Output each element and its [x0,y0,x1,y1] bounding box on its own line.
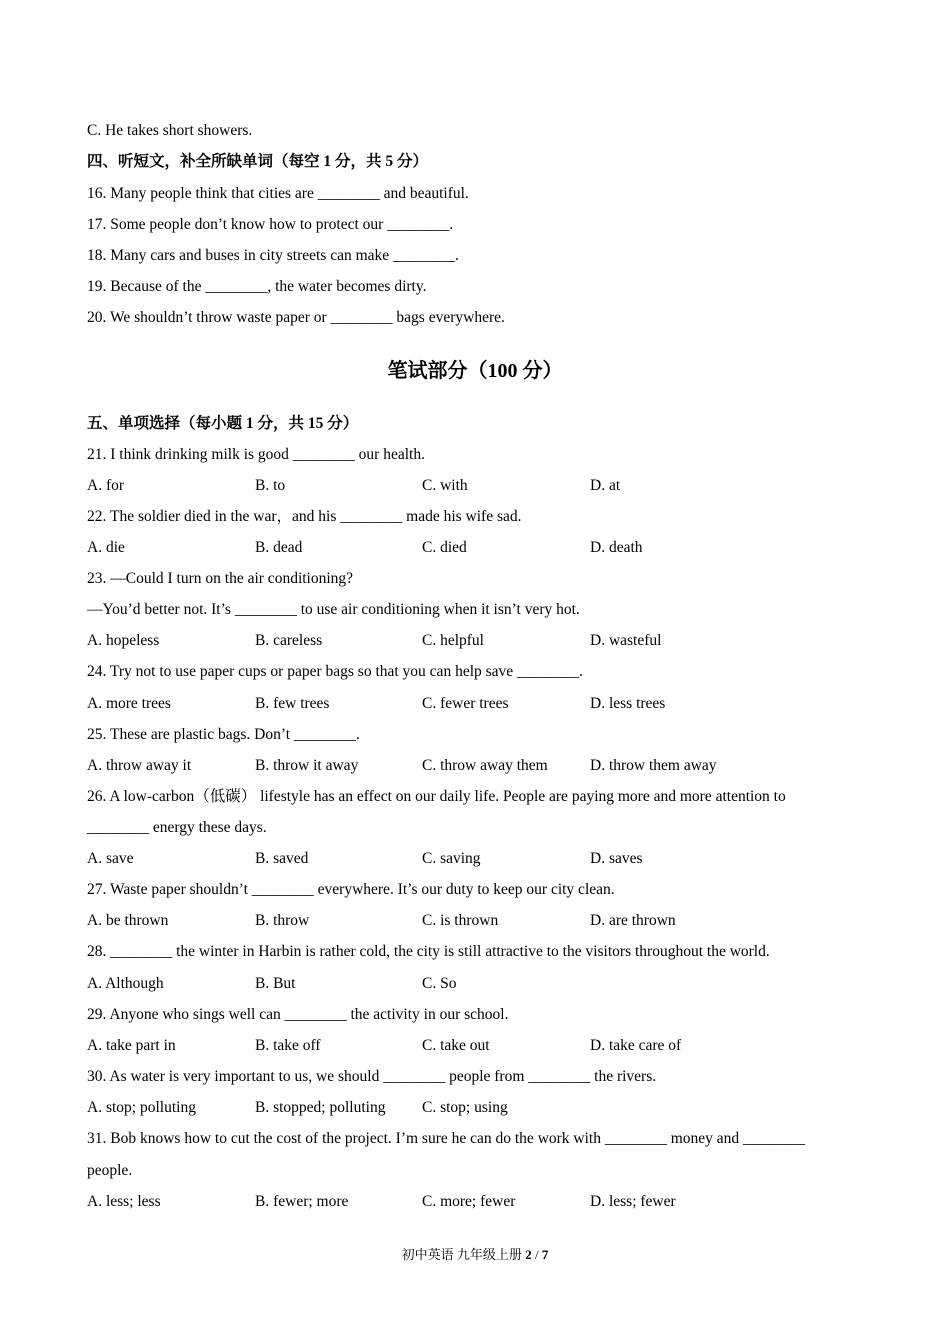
option-a: A. throw away it [87,757,192,774]
question-26-options [87,849,887,869]
option-b: B. dead [255,539,303,556]
option-a: A. stop; polluting [87,1099,196,1116]
footer-page-number: 2 [525,1247,532,1262]
option-d: D. take care of [590,1037,682,1054]
question-23-stem: 23. —Could I turn on the air conditioning? [87,570,354,587]
question-26-stem-line-2: ________ energy these days. [87,819,267,836]
footer-total-pages: 7 [541,1247,549,1262]
option-d: D. throw them away [590,757,717,774]
option-d: D. saves [590,850,643,867]
question-24-options [87,694,887,714]
option-c: C. stop; using [422,1099,508,1116]
question-30-stem: 30. As water is very important to us, we should ________ people from ________ the rivers. [87,1068,657,1085]
written-part-title: 笔试部分（100 分） [387,360,563,382]
question-17: 17. Some people don’t know how to protect our ________. [87,216,454,233]
option-c: C. saving [422,850,481,867]
question-18: 18. Many cars and buses in city streets can make ________. [87,247,459,264]
option-d: D. less trees [590,695,666,712]
question-24-stem: 24. Try not to use paper cups or paper bags so that you can help save ________. [87,663,583,680]
question-26-stem: 26. A low-carbon（低碳） lifestyle has an effect on our daily life. People are paying more and more attention to [87,788,786,805]
question-23-stem-line-2: —You’d better not. It’s ________ to use air conditioning when it isn’t very hot. [87,601,580,618]
question-22-stem: 22. The soldier died in the war，and his ________ made his wife sad. [87,508,522,525]
question-23-options [87,631,887,651]
question-27-stem: 27. Waste paper shouldn’t ________ everywhere. It’s our duty to keep our city clean. [87,881,615,898]
footer-label: 初中英语 九年级上册 [401,1247,522,1262]
section-4-heading: 四、听短文，补全所缺单词（每空 1 分，共 5 分） [87,153,429,170]
option-b: B. few trees [255,695,330,712]
option-a: A. less; less [87,1193,161,1210]
option-d: D. less; fewer [590,1193,676,1210]
question-19: 19. Because of the ________, the water becomes dirty. [87,278,427,295]
option-b: B. fewer; more [255,1193,349,1210]
option-a: A. take part in [87,1037,176,1054]
option-d: D. are thrown [590,912,676,929]
option-d: D. wasteful [590,632,662,649]
option-b: B. But [255,975,296,992]
option-d: D. death [590,539,643,556]
question-28-stem: 28. ________ the winter in Harbin is rather cold, the city is still attractive to the visitors throughout the world. [87,943,770,960]
question-31-options [87,1192,887,1212]
question-25-stem: 25. These are plastic bags. Don’t ________. [87,726,360,743]
section-5-heading: 五、单项选择（每小题 1 分，共 15 分） [87,415,359,432]
option-a: A. die [87,539,125,556]
option-a: A. for [87,477,125,494]
question-25-options [87,756,887,776]
question-20: 20. We shouldn’t throw waste paper or ________ bags everywhere. [87,309,505,326]
question-28-options [87,974,887,994]
question-31-stem-line-2: people. [87,1162,133,1179]
question-30-options [87,1098,887,1118]
option-a: A. hopeless [87,632,160,649]
option-d: D. at [590,477,621,494]
option-c: C. So [422,975,457,992]
option-c: C. with [422,477,468,494]
question-21-options [87,476,887,496]
option-a: A. Although [87,975,164,992]
option-c: C. is thrown [422,912,499,929]
option-b: B. stopped; polluting [255,1099,386,1116]
option-b: B. throw [255,912,310,929]
prev-question-option-c: C. He takes short showers. [87,122,253,139]
option-c: C. fewer trees [422,695,509,712]
option-b: B. saved [255,850,309,867]
question-29-stem: 29. Anyone who sings well can ________ the activity in our school. [87,1006,509,1023]
option-c: C. take out [422,1037,490,1054]
option-b: B. throw it away [255,757,359,774]
question-16: 16. Many people think that cities are ________ and beautiful. [87,185,469,202]
question-31-stem: 31. Bob knows how to cut the cost of the project. I’m sure he can do the work with ________ money and ________ [87,1130,806,1147]
page-footer [0,1246,950,1264]
option-b: B. take off [255,1037,321,1054]
footer-separator: / [534,1247,539,1262]
question-21-stem: 21. I think drinking milk is good ________ our health. [87,446,425,463]
option-c: C. throw away them [422,757,548,774]
question-27-options [87,911,887,931]
question-29-options [87,1036,887,1056]
option-a: A. save [87,850,134,867]
option-c: C. died [422,539,467,556]
question-22-options [87,538,887,558]
option-c: C. more; fewer [422,1193,516,1210]
option-b: B. careless [255,632,323,649]
option-a: A. be thrown [87,912,169,929]
option-c: C. helpful [422,632,484,649]
option-a: A. more trees [87,695,171,712]
option-b: B. to [255,477,286,494]
